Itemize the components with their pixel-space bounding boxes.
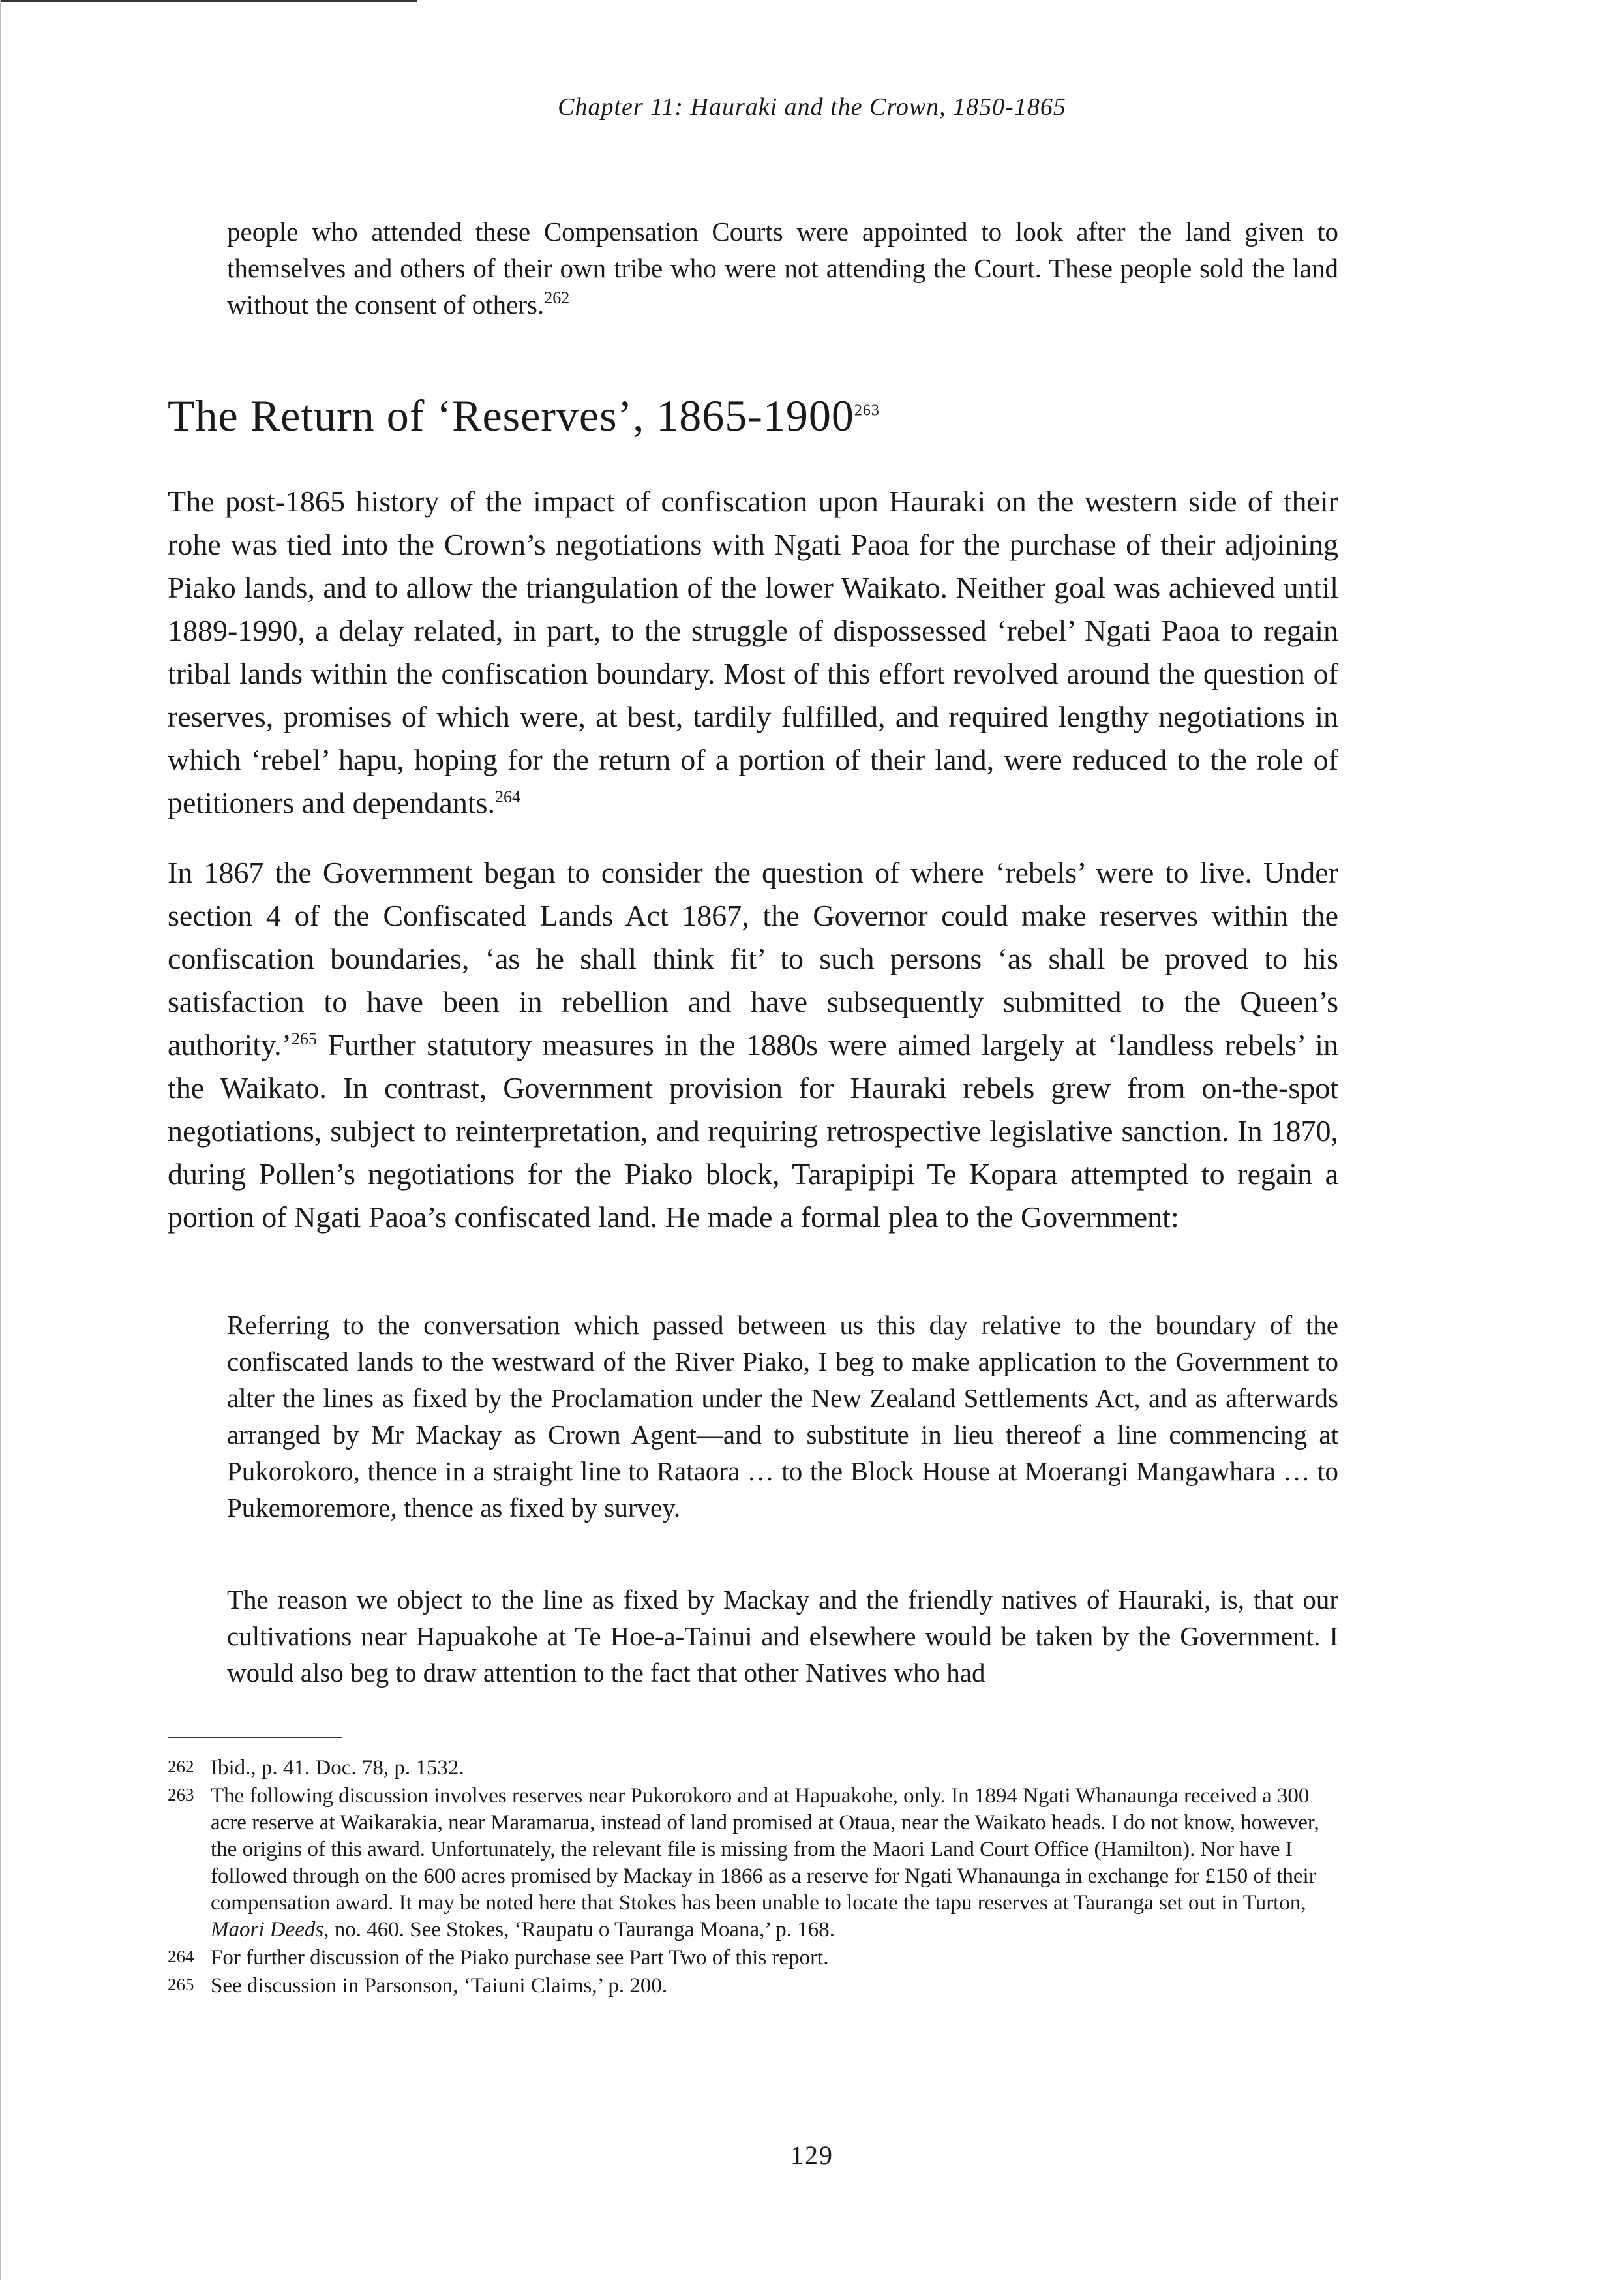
- body-paragraph-text: In 1867 the Government began to consider the question of where ‘rebels’ were to live. Under section 4 of the Confiscated Lands Act 1867, the Governor could make reserves within the confiscation boundaries, ‘as he shall think fit’ to such persons ‘as shall be proved to his satisfaction to have been in rebellion and have subsequently submitted to the Queen’s authority.’: [168, 856, 1338, 1061]
- footnote-text: For further discussion of the Piako purchase see Part Two of this report.: [211, 1946, 829, 1969]
- footnote-item: [168, 1945, 1338, 1971]
- footnote-ref-262[interactable]: 262: [544, 288, 570, 307]
- footnote-ref-265[interactable]: 265: [291, 1029, 317, 1048]
- page-number: 129: [790, 2140, 834, 2170]
- body-paragraph: [168, 851, 1338, 1239]
- footnote-number: 262: [168, 1757, 194, 1776]
- footnotes-list: [168, 1755, 1338, 2001]
- scan-margin-line: [0, 0, 1, 2280]
- footnote-text: The following discussion involves reserves near Pukorokoro and at Hapuakohe, only. In 1894 Ngati Whanaunga received a 300 acre reserve at Waikarakia, near Maramarua, instead of land promised at Otaua, near the Waikato heads. I do not know, however, the origins of this award. Unfortunately, the relevant file is missing from the Maori Land Court Office (Hamilton). Nor have I followed through on the 600 acres promised by Mackay in 1866 as a reserve for Ngati Whanaunga in exchange for £150 of their compensation award. It may be noted here that Stokes has been unable to locate the tapu reserves at Tauranga set out in Turton,: [211, 1784, 1319, 1915]
- body-paragraph-text: Further statutory measures in the 1880s were aimed largely at ‘landless rebels’ in the Waikato. In contrast, Government provision for Hauraki rebels grew from on-the-spot negotiations, subject to reinterpretation, and requiring retrospective legislative sanction. In 1870, during Pollen’s negotiations for the Piako block, Tarapipipi Te Kopara attempted to regain a portion of Ngati Paoa’s confiscated land. He made a formal plea to the Government:: [168, 1028, 1338, 1234]
- continued-paragraph-text: people who attended these Compensation Courts were appointed to look after the land given to themselves and others of their own tribe who were not attending the Court. These people sold the land without the consent of others.: [227, 217, 1338, 320]
- footnote-divider: [168, 1737, 342, 1738]
- body-paragraph: [168, 480, 1338, 825]
- block-quotation: The reason we object to the line as fixed by Mackay and the friendly natives of Hauraki, is, that our cultivations near Hapuakohe at Te Hoe-a-Tainui and elsewhere would be taken by the Government. I would also beg to draw attention to the fact that other Natives who had: [227, 1585, 1338, 1688]
- body-paragraph-text: The post-1865 history of the impact of confiscation upon Hauraki on the western side of their rohe was tied into the Crown’s negotiations with Ngati Paoa for the purchase of their adjoining Piako lands, and to allow the triangulation of the lower Waikato. Neither goal was achieved until 1889-1990, a delay related, in part, to the struggle of dispossessed ‘rebel’ Ngati Paoa to regain tribal lands within the confiscation boundary. Most of this effort revolved around the question of reserves, promises of which were, at best, tardily fulfilled, and required lengthy negotiations in which ‘rebel’ hapu, hoping for the return of a portion of their land, were reduced to the role of petitioners and dependants.: [168, 485, 1338, 819]
- section-heading: [168, 390, 880, 442]
- section-heading-text: The Return of ‘Reserves’, 1865-1900: [168, 391, 854, 440]
- footnote-item: [168, 1755, 1338, 1782]
- scan-edge-line: [0, 0, 417, 2]
- footnote-item: [168, 1783, 1338, 1943]
- footnote-ref-263[interactable]: 263: [854, 402, 880, 419]
- footnote-number: 265: [168, 1975, 194, 1994]
- block-quotation: Referring to the conversation which passed between us this day relative to the boundary of the confiscated lands to the westward of the River Piako, I beg to make application to the Government to alter the lines as fixed by the Proclamation under the New Zealand Settlements Act, and as afterwards arranged by Mr Mackay as Crown Agent—and to substitute in lieu thereof a line commencing at Pukorokoro, thence in a straight line to Rataora … to the Block House at Moerangi Mangawhara … to Pukemoremore, thence as fixed by survey.: [227, 1310, 1338, 1523]
- footnote-number: 263: [168, 1785, 194, 1804]
- continued-paragraph: [227, 213, 1338, 323]
- footnote-text: , no. 460. See Stokes, ‘Raupatu o Tauranga Moana,’ p. 168.: [323, 1918, 835, 1941]
- running-head: Chapter 11: Hauraki and the Crown, 1850-1865: [558, 93, 1066, 121]
- footnote-text: See discussion in Parsonson, ‘Taiuni Claims,’ p. 200.: [211, 1974, 668, 1998]
- footnote-text: Ibid., p. 41. Doc. 78, p. 1532.: [211, 1756, 464, 1780]
- footnote-italic-title: Maori Deeds: [211, 1918, 324, 1941]
- footnote-ref-264[interactable]: 264: [495, 787, 521, 806]
- footnote-item: [168, 1973, 1338, 1999]
- footnote-number: 264: [168, 1947, 194, 1966]
